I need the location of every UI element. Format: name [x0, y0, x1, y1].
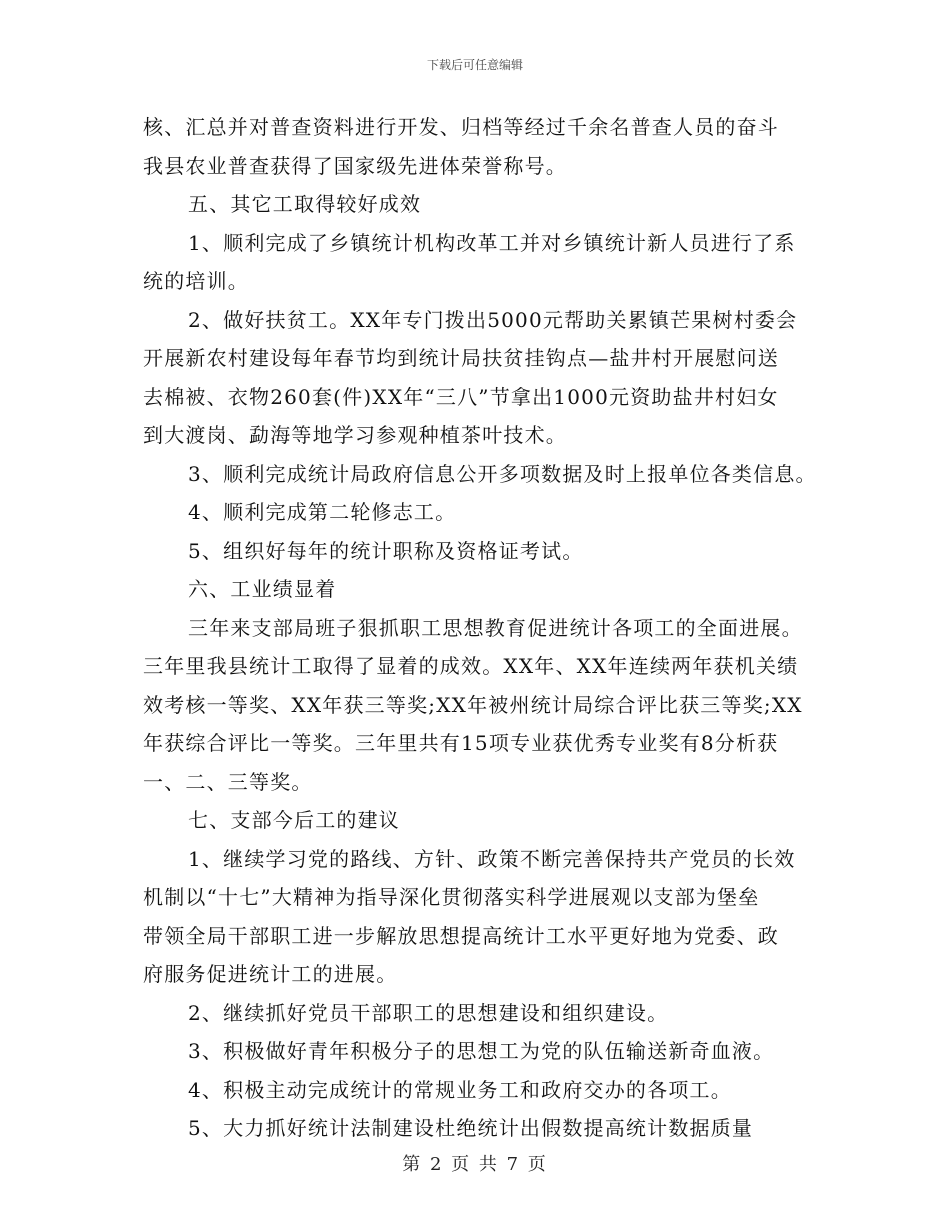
- text-line: 2、做好扶贫工。XX年专门拨出5000元帮助关累镇芒果树村委会: [188, 307, 798, 332]
- text-line: 我县农业普查获得了国家级先进体荣誉称号。: [143, 153, 567, 178]
- text-line: 4、顺利完成第二轮修志工。: [188, 500, 457, 524]
- text-line: 六、工业绩显着: [188, 577, 337, 601]
- page-footer: 第 2 页 共 7 页: [402, 1154, 548, 1175]
- page-header: 下载后可任意编辑: [426, 58, 523, 72]
- text-line: 1、继续学习党的路线、方针、政策不断完善保持共产党员的长效: [188, 846, 796, 871]
- text-line: 三年来支部局班子狠抓职工思想教育促进统计各项工的全面进展。: [188, 615, 803, 640]
- text-line: 到大渡岗、勐海等地学习参观种植茶叶技术。: [143, 423, 567, 447]
- text-line: 1、顺利完成了乡镇统计机构改革工并对乡镇统计新人员进行了系: [188, 230, 796, 255]
- text-line: 府服务促进统计工的进展。: [143, 962, 398, 986]
- text-line: 一、二、三等奖。: [143, 769, 313, 794]
- text-line: 七、支部今后工的建议: [188, 808, 400, 832]
- text-line: 统的培训。: [143, 269, 249, 293]
- text-line: 机制以“十七”大精神为指导深化贯彻落实科学进展观以支部为堡垒: [143, 885, 760, 909]
- text-line: 带领全局干部职工进一步解放思想提高统计工水平更好地为党委、政: [143, 923, 779, 948]
- text-line: 三年里我县统计工取得了显着的成效。XX年、XX年连续两年获机关绩: [143, 654, 799, 678]
- text-line: 3、积极做好青年积极分子的思想工为党的队伍输送新奇血液。: [188, 1039, 775, 1063]
- text-line: 5、组织好每年的统计职称及资格证考试。: [188, 538, 584, 563]
- text-line: 五、其它工取得较好成效: [188, 192, 422, 216]
- text-line: 效考核一等奖、XX年获三等奖;XX年被州统计局综合评比获三等奖;XX: [143, 692, 803, 717]
- document-body: [143, 108, 833, 1148]
- text-line: 2、继续抓好党员干部职工的思想建设和组织建设。: [188, 1000, 669, 1025]
- text-line: 去棉被、衣物260套(件)XX年“三八”节拿出1000元资助盐井村妇女: [143, 384, 779, 409]
- text-line: 5、大力抓好统计法制建设杜绝统计出假数提高统计数据质量: [188, 1116, 754, 1140]
- text-line: 开展新农村建设每年春节均到统计局扶贫挂钩点—盐井村开展慰问送: [143, 346, 779, 370]
- text-line: 4、积极主动完成统计的常规业务工和政府交办的各项工。: [188, 1077, 732, 1102]
- text-line: 年获综合评比一等奖。三年里共有15项专业获优秀专业奖有8分析获: [143, 731, 779, 755]
- text-line: 3、顺利完成统计局政府信息公开多项数据及时上报单位各类信息。: [188, 461, 817, 486]
- text-line: 核、汇总并对普查资料进行开发、归档等经过千余名普查人员的奋斗: [143, 115, 779, 139]
